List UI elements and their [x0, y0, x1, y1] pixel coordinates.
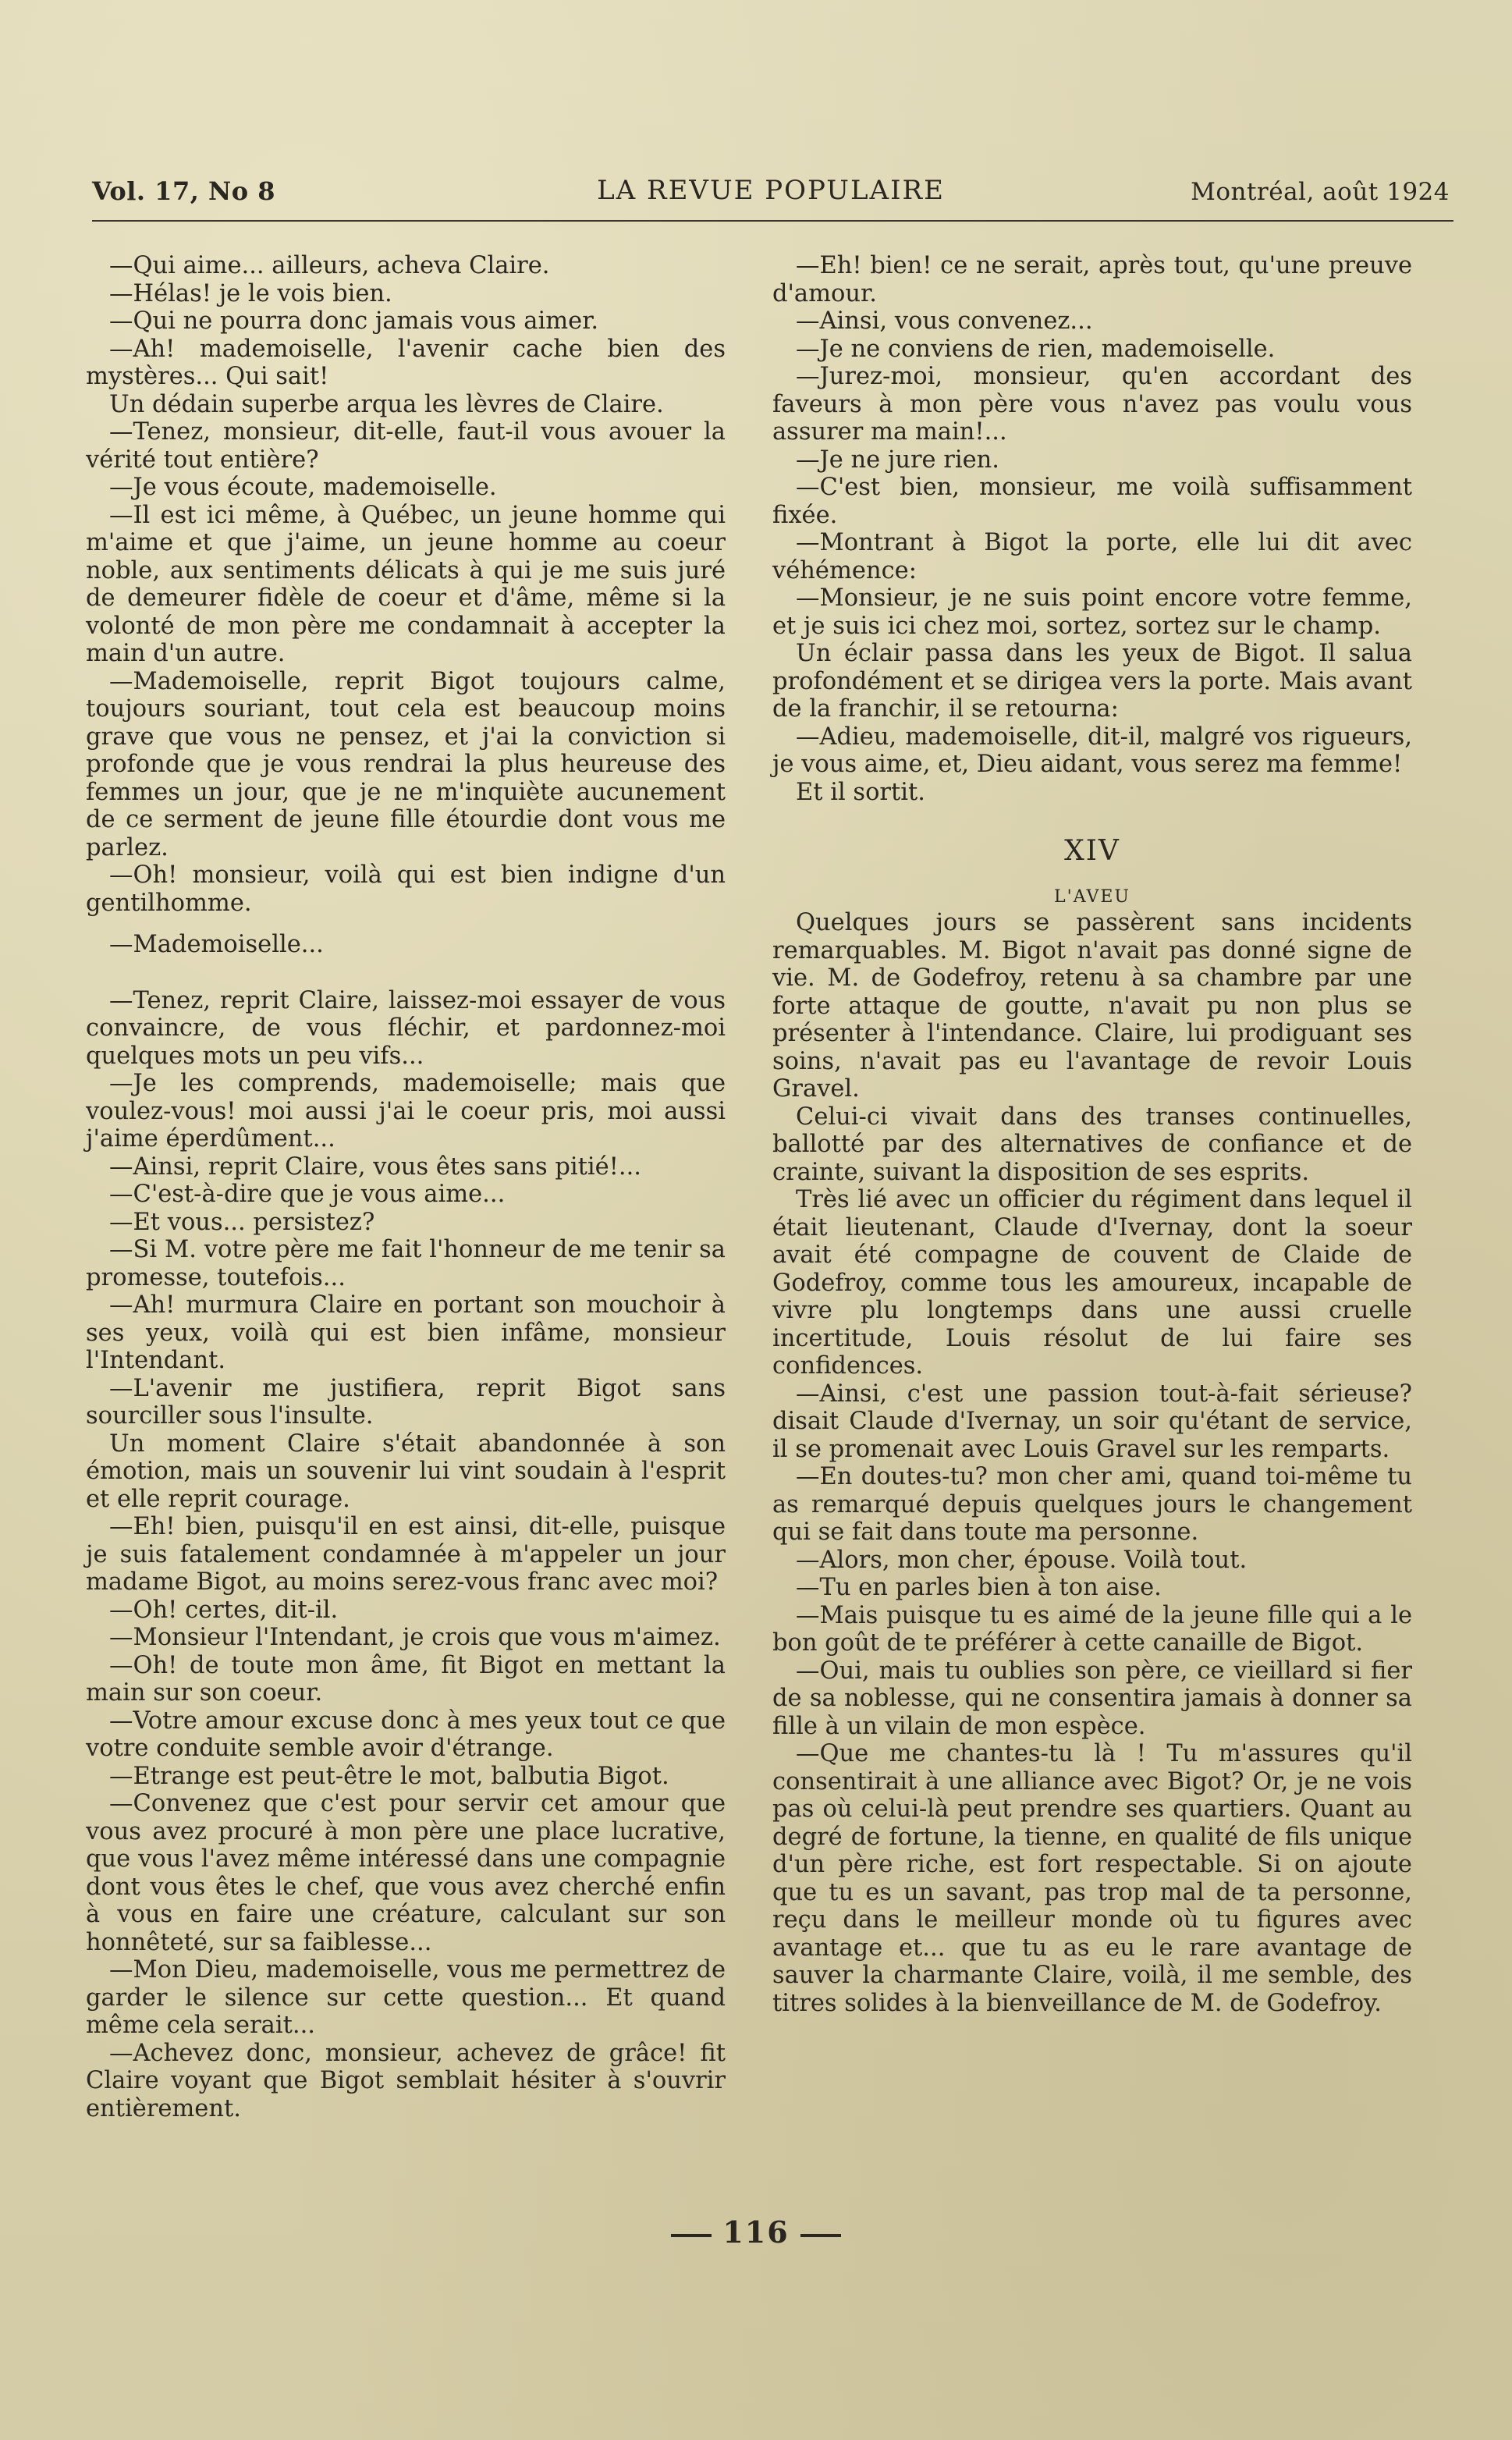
page-number-text: 116: [722, 2214, 790, 2250]
running-header: [92, 173, 1450, 217]
paragraph: —L'avenir me justifiera, reprit Bigot sans sourciller sous l'insulte.: [86, 1374, 726, 1430]
paragraph: —Et vous... persistez?: [109, 1208, 375, 1236]
paragraph: —Qui ne pourra donc jamais vous aimer.: [109, 307, 599, 335]
paragraph: —Mademoiselle, reprit Bigot toujours calme, toujours souriant, tout cela est beaucoup moins grave que vous ne pensez, et j'ai la conviction si profonde que je vous rendrai la plus heureuse des femmes un jour, que je ne m'inquiète aucunement de ce serment de jeune fille étourdie dont vous me parlez.: [86, 667, 726, 861]
paragraph: —Je ne jure rien.: [796, 446, 1000, 474]
paragraph: Quelques jours se passèrent sans incidents remarquables. M. Bigot n'avait pas donné signe de vie. M. de Godefroy, retenu à sa chambre par une forte attaque de goutte, n'avait pu non plus se présenter à l'intendance. Claire, lui prodiguant ses soins, n'avait pas eu l'avantage de revoir Louis Gravel.: [772, 909, 1412, 1103]
paragraph: —Ainsi, reprit Claire, vous êtes sans pitié!...: [109, 1153, 642, 1181]
page-number: [0, 2214, 1512, 2250]
paragraph: —Convenez que c'est pour servir cet amour que vous avez procuré à mon père une place lucrative, que vous l'avez même intéressé dans une compagnie dont vous êtes le chef, que vous avez cherché enfin à vous en faire une créature, calculant sur son honnêteté, sur sa faiblesse...: [86, 1790, 726, 1956]
paragraph: —Hélas! je le vois bien.: [109, 279, 392, 307]
paragraph: —Oh! de toute mon âme, fit Bigot en mettant la main sur son coeur.: [86, 1651, 726, 1707]
paragraph: —Achevez donc, monsieur, achevez de grâce! fit Claire voyant que Bigot semblait hésiter à s'ouvrir entièrement.: [86, 2039, 726, 2122]
place-date: Montréal, août 1924: [1191, 178, 1450, 206]
paragraph: Un dédain superbe arqua les lèvres de Claire.: [109, 390, 664, 418]
paragraph: Un éclair passa dans les yeux de Bigot. Il salua profondément et se dirigea vers la porte. Mais avant de la franchir, il se retourna:: [772, 640, 1412, 723]
paragraph: —Tenez, reprit Claire, laissez-moi essayer de vous convaincre, de vous fléchir, et pardonnez-moi quelques mots un peu vifs...: [86, 986, 726, 1070]
paragraph: Et il sortit.: [796, 778, 925, 806]
paragraph: —C'est bien, monsieur, me voilà suffisamment fixée.: [772, 474, 1412, 529]
paragraph: —Tu en parles bien à ton aise.: [796, 1574, 1162, 1601]
paragraph: —Ah! mademoiselle, l'avenir cache bien des mystères... Qui sait!: [86, 335, 726, 390]
paragraph: Un moment Claire s'était abandonnée à son émotion, mais un souvenir lui vint soudain à l'esprit et elle reprit courage.: [86, 1430, 726, 1513]
paragraph: —Que me chantes-tu là ! Tu m'assures qu'il consentirait à une alliance avec Bigot? Or, je ne vois pas où celui-là peut prendre ses quartiers. Quant au degré de fortune, la tienne, en qualité de fils unique d'un père riche, est fort respectable. Si on ajoute que tu es un savant, pas trop mal de ta personne, reçu dans le meilleur monde où tu figures avec avantage et... que tu as eu le rare avantage de sauver la charmante Claire, voilà, il me semble, des titres solides à la bienveillance de M. de Godefroy.: [772, 1740, 1412, 2017]
paragraph: —Ainsi, c'est une passion tout-à-fait sérieuse? disait Claude d'Ivernay, un soir qu'étant de service, il se promenait avec Louis Gravel sur les remparts.: [772, 1380, 1412, 1463]
paragraph: —Si M. votre père me fait l'honneur de me tenir sa promesse, toutefois...: [86, 1236, 726, 1291]
paragraph: —Je ne conviens de rien, mademoiselle.: [796, 335, 1276, 363]
paragraph: —Tenez, monsieur, dit-elle, faut-il vous avouer la vérité tout entière?: [86, 418, 726, 474]
left-column: [86, 252, 726, 2122]
publication-title: LA REVUE POPULAIRE: [597, 175, 945, 206]
paragraph: —Ah! murmura Claire en portant son mouchoir à ses yeux, voilà qui est bien infâme, monsieur l'Intendant.: [86, 1291, 726, 1374]
paragraph: —Etrange est peut-être le mot, balbutia Bigot.: [109, 1762, 669, 1790]
paragraph: —Qui aime... ailleurs, acheva Claire.: [109, 252, 550, 279]
paragraph: —Monsieur l'Intendant, je crois que vous m'aimez.: [109, 1624, 721, 1651]
dash-right: [800, 2234, 841, 2237]
paragraph: —Montrant à Bigot la porte, elle lui dit avec véhémence:: [772, 529, 1412, 584]
header-rule: [92, 220, 1453, 222]
paragraph: —Jurez-moi, monsieur, qu'en accordant des faveurs à mon père vous n'avez pas voulu vous assurer ma main!...: [772, 363, 1412, 446]
paragraph: —Adieu, mademoiselle, dit-il, malgré vos rigueurs, je vous aime, et, Dieu aidant, vous serez ma femme!: [772, 723, 1412, 778]
paragraph: —Alors, mon cher, épouse. Voilà tout.: [796, 1546, 1248, 1574]
paragraph: —Je les comprends, mademoiselle; mais que voulez-vous! moi aussi j'ai le coeur pris, moi aussi j'aime éperdûment...: [86, 1070, 726, 1153]
paragraph: —Ainsi, vous convenez...: [796, 307, 1093, 335]
paragraph: —Oui, mais tu oublies son père, ce vieillard si fier de sa noblesse, qui ne consentira jamais à donner sa fille à un vilain de mon espèce.: [772, 1657, 1412, 1740]
paragraph: —Eh! bien! ce ne serait, après tout, qu'une preuve d'amour.: [772, 252, 1412, 307]
paragraph: —Oh! certes, dit-il.: [109, 1596, 339, 1624]
paragraph: —Mon Dieu, mademoiselle, vous me permettrez de garder le silence sur cette question... Et quand même cela serait...: [86, 1956, 726, 2039]
paragraph: Celui-ci vivait dans des transes continuelles, ballotté par des alternatives de confiance et de crainte, suivant la disposition de ses esprits.: [772, 1103, 1412, 1186]
paragraph: —Votre amour excuse donc à mes yeux tout ce que votre conduite semble avoir d'étrange.: [86, 1707, 726, 1762]
paragraph: —Oh! monsieur, voilà qui est bien indigne d'un gentilhomme.: [86, 861, 726, 917]
paragraph: —Je vous écoute, mademoiselle.: [109, 474, 497, 501]
paragraph: —En doutes-tu? mon cher ami, quand toi-même tu as remarqué depuis quelques jours le changement qui se fait dans toute ma personne.: [772, 1463, 1412, 1546]
paragraph: —Il est ici même, à Québec, un jeune homme qui m'aime et que j'aime, un jeune homme au coeur noble, aux sentiments délicats à qui je me suis juré de demeurer fidèle de coeur et d'âme, même si la volonté de mon père me condamnait à accepter la main d'un autre.: [86, 501, 726, 667]
paragraph: Très lié avec un officier du régiment dans lequel il était lieutenant, Claude d'Ivernay, dont la soeur avait été compagne de couvent de Claide de Godefroy, comme tous les amoureux, incapable de vivre plu longtemps dans une aussi cruelle incertitude, Louis résolut de lui faire ses confidences.: [772, 1186, 1412, 1380]
dash-left: [671, 2234, 712, 2237]
volume-number: Vol. 17, No 8: [92, 176, 275, 206]
paragraph: —Mais puisque tu es aimé de la jeune fille qui a le bon goût de te préférer à cette canaille de Bigot.: [772, 1601, 1412, 1657]
right-column: [772, 252, 1412, 2017]
chapter-title: L'AVEU: [1054, 887, 1130, 907]
paragraph: —Eh! bien, puisqu'il en est ainsi, dit-elle, puisque je suis fatalement condamnée à m'appeler un jour madame Bigot, au moins serez-vous franc avec moi?: [86, 1513, 726, 1596]
chapter-number: XIV: [1064, 835, 1120, 867]
paragraph: —Mademoiselle...: [109, 931, 324, 958]
paragraph: —C'est-à-dire que je vous aime...: [109, 1181, 506, 1208]
paragraph: —Monsieur, je ne suis point encore votre femme, et je suis ici chez moi, sortez, sortez sur le champ.: [772, 584, 1412, 640]
